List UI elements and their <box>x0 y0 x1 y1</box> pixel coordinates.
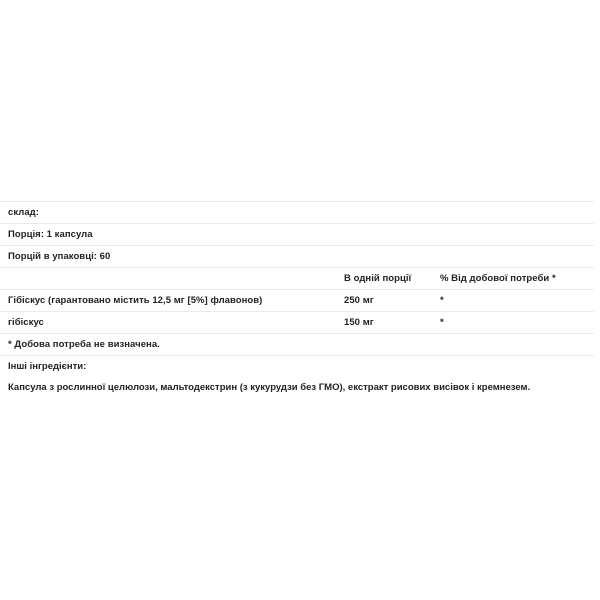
ingredient-amount: 150 мг <box>344 317 374 328</box>
column-header-daily-value: % Від добової потреби * <box>440 273 556 284</box>
column-header-row <box>0 267 594 289</box>
ingredient-amount: 250 мг <box>344 295 374 306</box>
table-row <box>0 311 594 333</box>
servings-per-container: Порцій в упаковці: 60 <box>8 251 111 262</box>
servings-per-container-row <box>0 245 594 267</box>
other-ingredients-heading: Інші інгредієнти: <box>8 361 87 372</box>
serving-size: Порція: 1 капсула <box>8 229 93 240</box>
facts-title-row <box>0 201 594 223</box>
table-row <box>0 289 594 311</box>
ingredient-name: гібіскус <box>8 317 44 328</box>
supplement-facts-table <box>0 201 594 356</box>
ingredient-name: Гібіскус (гарантовано містить 12,5 мг [5%] флавонов) <box>8 295 263 306</box>
serving-size-row <box>0 223 594 245</box>
ingredient-daily-value: * <box>440 317 444 328</box>
daily-value-footnote: * Добова потреба не визначена. <box>8 339 160 350</box>
facts-title: склад: <box>8 207 39 218</box>
ingredient-daily-value: * <box>440 295 444 306</box>
footnote-row <box>0 333 594 356</box>
other-ingredients-text: Капсула з рослинної целюлози, мальтодекстрин (з кукурудзи без ГМО), екстракт рисових висівок і кремнезем. <box>8 382 531 393</box>
other-ingredients-section <box>8 357 598 395</box>
column-header-amount: В одній порції <box>344 273 412 284</box>
